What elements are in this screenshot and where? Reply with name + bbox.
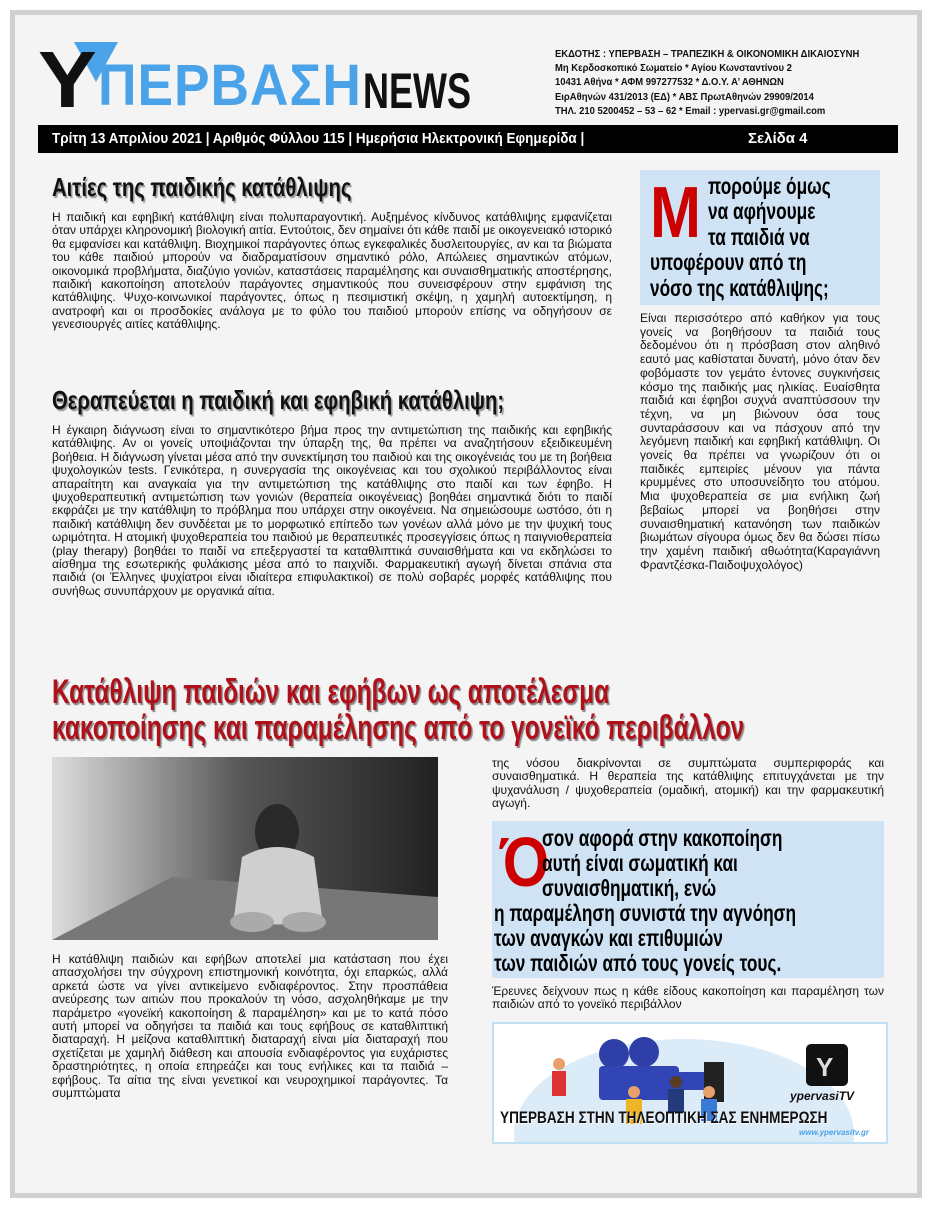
- article3-title-line: Κατάθλιψη παιδιών και εφήβων ως αποτέλεσμα: [52, 673, 610, 711]
- logo-word: ΠΕΡΒΑΣΗ: [98, 53, 362, 118]
- sidebar-headline-box: [640, 170, 880, 305]
- quote-line: των παιδιών από τους γονείς τους.: [494, 950, 782, 976]
- article3-title-line: κακοποίησης και παραμέλησης από το γονεϊκό περιβάλλον: [52, 709, 745, 747]
- quote-line: αυτή είναι σωματική και: [542, 850, 738, 876]
- ypervasi-tv-logo-icon: Y: [816, 1052, 834, 1082]
- child-photo: [52, 757, 438, 940]
- banner-url[interactable]: www.ypervasitv.gr: [799, 1128, 869, 1137]
- publisher-line: 10431 Αθήνα * ΑΦΜ 997277532 * Δ.Ο.Υ. Α’ ΑΘΗΝΩΝ: [555, 76, 784, 89]
- sad-child-illustration: [52, 757, 438, 940]
- sidebar-body: Είναι περισσότερο από καθήκον για τους γονείς να βοηθήσουν τα παιδιά τους δεδομένου ότι η πρόσβαση στον αληθινό εαυτό μας καθίσταται δυνατή, μόνο όταν δεν φοβόμαστε τον γεμάτο έντονες συγκινήσεις κόσμο της παιδικής μας ηλικίας. Ευαίσθητα παιδιά και έφηβοι συχνά αναπτύσσουν την τέχνη, να μη βιώνουν όσα τους συνταράσσουν και να πάσχουν από την λεγόμενη παιδική και εφηβική κατάθλιψη. Οι γονείς θα πρέπει να γνωρίζουν ότι οι παιδικές εμπειρίες μένουν για πάντα κρυμμένες στο υποσυνείδητο του ατόμου. Μια ψυχοθεραπεία σε μια ενήλικη ζωή βεβαίως μπορεί να βοηθήσει στην συναισθηματική κατανόηση των παιδικών βιωμάτων σίγουρα όμως δεν θα δώσει πίσω την χαμένη παιδική αθωότητα(Καραγιάννη Φραντζέσκα-Παιδοψυχολόγος): [640, 311, 880, 572]
- article3-body-continued: Έρευνες δείχνουν πως η κάθε είδους κακοποίηση και παραμέληση των παιδιών από το γονεϊκό περιβάλλον: [492, 984, 884, 1012]
- sidebar-headline-line: τα παιδιά να: [708, 224, 810, 250]
- article2-title: Θεραπεύεται η παιδική και εφηβική κατάθλιψη;: [52, 385, 505, 415]
- quote-line: σον αφορά στην κακοποίηση: [542, 825, 783, 851]
- publisher-info: [555, 47, 859, 118]
- page-number: Σελίδα 4: [748, 130, 808, 147]
- drop-cap: Ό: [500, 823, 550, 901]
- banner-brand: ypervasiTV: [790, 1089, 855, 1103]
- issue-bar: [38, 125, 898, 153]
- article3-body-right: της νόσου διακρίνονται σε συμπτώματα συμπεριφοράς και συναισθηματικά. Η θεραπεία της κατάθλιψης επιτυγχάνεται με την ψυχανάλυση / ψυχοθεραπεία (ομαδική, ατομική) και την φαρμακευτική αγωγή.: [492, 756, 884, 811]
- ypervasi-news-logo: [38, 35, 490, 124]
- quote-line: συναισθηματική, ενώ: [542, 875, 717, 901]
- quote-line: η παραμέληση συνιστά την αγνόηση: [494, 900, 797, 926]
- publisher-line: Μη Κερδοσκοπικό Σωματείο * Αγίου Κωνσταντίνου 2: [555, 62, 792, 75]
- quote-line: των αναγκών και επιθυμιών: [494, 925, 723, 951]
- pull-quote-box: [492, 821, 884, 978]
- ypervasi-tv-banner[interactable]: [492, 1022, 888, 1144]
- logo-letter: Υ: [38, 35, 97, 124]
- logo-news: NEWS: [363, 63, 471, 119]
- sidebar-headline-line: να αφήνουμε: [708, 198, 816, 224]
- article1-body: Η παιδική και εφηβική κατάθλιψη είναι πολυπαραγοντική. Αυξημένος κίνδυνος κατάθλιψης εμφανίζεται όταν υπάρχει κληρονομική βιολογική αιτία. Εντούτοις, δεν σημαίνει ότι κάθε παιδί με οικογενειακό ιστορικό θα εμφανίσει και κατάθλιψη. Βιοχημικοί παράγοντες όπως εγκεφαλικές δυσλειτουργίες, αν και τα βιώματα του κάθε παιδιού μπορούν να διαδραματίσουν σημαντικό ρόλο, Απώλειες σημαντικών ατόμων, οικονομικά προβλήματα, διαζύγιο γονιών, καταστάσεις παραμέλησης και συναισθηματικής αποστέρησης, παιδική κακοποίηση αποτελούν παράγοντες σημαντικούς που συνεισφέρουν στην εμφάνιση της κατάθλιψης. Ψυχο-κοινωνικοί παράγοντες, όπως η πεσιμιστική σκέψη, η χαμηλή αυτοεκτίμηση, η ανατροφή και οι προσδοκίες ανάλογα με το φύλο του παιδιού μπορούν επίσης να οδηγήσουν σε γενεσιουργές αιτίες κατάθλιψης.: [52, 210, 612, 332]
- drop-cap: Μ: [650, 173, 701, 253]
- publisher-line: ΕΚΔΟΤΗΣ : ΥΠΕΡΒΑΣΗ – ΤΡΑΠΕΖΙΚΗ & ΟΙΚΟΝΟΜΙΚΗ ΔΙΚΑΙΟΣΥΝΗ: [555, 48, 860, 60]
- article2-body: Η έγκαιρη διάγνωση είναι το σημαντικότερο βήμα προς την αντιμετώπιση της παιδικής και εφηβικής κατάθλιψης. Αν οι γονείς υποψιάζονται την ύπαρξη της, θα πρέπει να αναζητήσουν εξειδικευμένη βοήθεια. Η διάγνωση γίνεται μέσα από την συνεκτίμηση του παιδιού και της οικογένειάς του με τη βοήθεια ψυχολογικών tests. Γενικότερα, η συνεργασία της οικογένειας και του σχολικού περιβάλλοντος είναι απαραίτητη και αναγκαία για την αντιμετώπιση της κατάθλιψης στο παιδί και των έφηβο. Η ψυχοθεραπευτική αντιμετώπιση των γονιών (θεραπεία οικογένειας) βοηθάει σημαντικά διότι το παιδί εκφράζει με την κατάθλιψη το πρόβλημα που υπάρχει στην οικογένεια. Να σημειώσουμε ωστόσο, ότι η παιδική κατάθλιψη δεν συνδέεται με το μορφωτικό επίπεδο των γονέων αλλά μόνο με την ψυχική τους ωριμότητα. Η ατομική ψυχοθεραπεία του παιδιού με θεραπευτικές προσεγγίσεις όπως η παιγνιοθεραπεία (play therapy) βοηθάει το παιδί να επεξεργαστεί τα καταθλιπτικά συναισθήματα και να εκδηλώσει το αίσθημα της εσωτερικής φυλάκισης μέσα από το παιχνίδι. Φαρμακευτική αγωγή δίνεται σπάνια στα παιδιά (οι Έλληνες ψυχίατροι είναι ιδιαίτερα επιφυλακτικοί) σε πολύ σοβαρές μορφές κατάθλιψης που συνήθως συνυπάρχουν με οργανικά αίτια.: [52, 423, 612, 598]
- article3-title: [52, 674, 744, 746]
- article3-body-left: Η κατάθλιψη παιδιών και εφήβων αποτελεί μια κατάσταση που έχει απασχολήσει την σύγχρονη επιστημονική κοινότητα, όχι επαρκώς, αλλά αρκετά ώστε να γίνει αντικείμενο ενδιαφέροντος. Στην προσπάθεια ανεύρεσης των αιτιών που προκαλούν τη νόσο, ασχοληθήκαμε με την παράμετρο «γονεϊκή κακοποίηση & παραμέληση» και με το κατά πόσο αυτή μπορεί να οδηγήσει τα παιδιά και τους εφήβους σε καταθλιπτική διαταραχή. Η μείζονα καταθλιπτική διαταραχή είναι μία διαταραχή που σχετίζεται με χαμηλή διάθεση και απουσία ενδιαφέροντος για ευχάριστες δραστηριότητες, η οποία επηρεάζει και τους ενήλικες και τα παιδιά – εφήβους. Τα αίτια της είναι γενετικοί και νευροχημικοί παράγοντες. Τα συμπτώματα: [52, 952, 448, 1101]
- issue-info: Τρίτη 13 Απριλίου 2021 | Αριθμός Φύλλου 115 | Ημερήσια Ηλεκτρονική Εφημερίδα |: [52, 130, 585, 147]
- sidebar-headline-line: νόσο της κατάθλιψης;: [650, 275, 829, 301]
- sidebar-headline-line: πορούμε όμως: [708, 173, 831, 199]
- banner-caption: ΥΠΕΡΒΑΣΗ ΣΤΗΝ ΤΗΛΕΟΠΤΙΚΗ ΣΑΣ ΕΝΗΜΕΡΩΣΗ: [500, 1108, 828, 1127]
- publisher-line: ΕιρΑθηνών 431/2013 (ΕΔ) * ΑΒΣ ΠρωτΑθηνών 29909/2014: [555, 90, 814, 103]
- article1-title: Αιτίες της παιδικής κατάθλιψης: [52, 172, 352, 202]
- sidebar-headline-line: υποφέρουν από τη: [650, 249, 807, 275]
- publisher-line: ΤΗΛ. 210 5200452 – 53 – 62 * Email : ypervasi.gr@gmail.com: [555, 104, 826, 117]
